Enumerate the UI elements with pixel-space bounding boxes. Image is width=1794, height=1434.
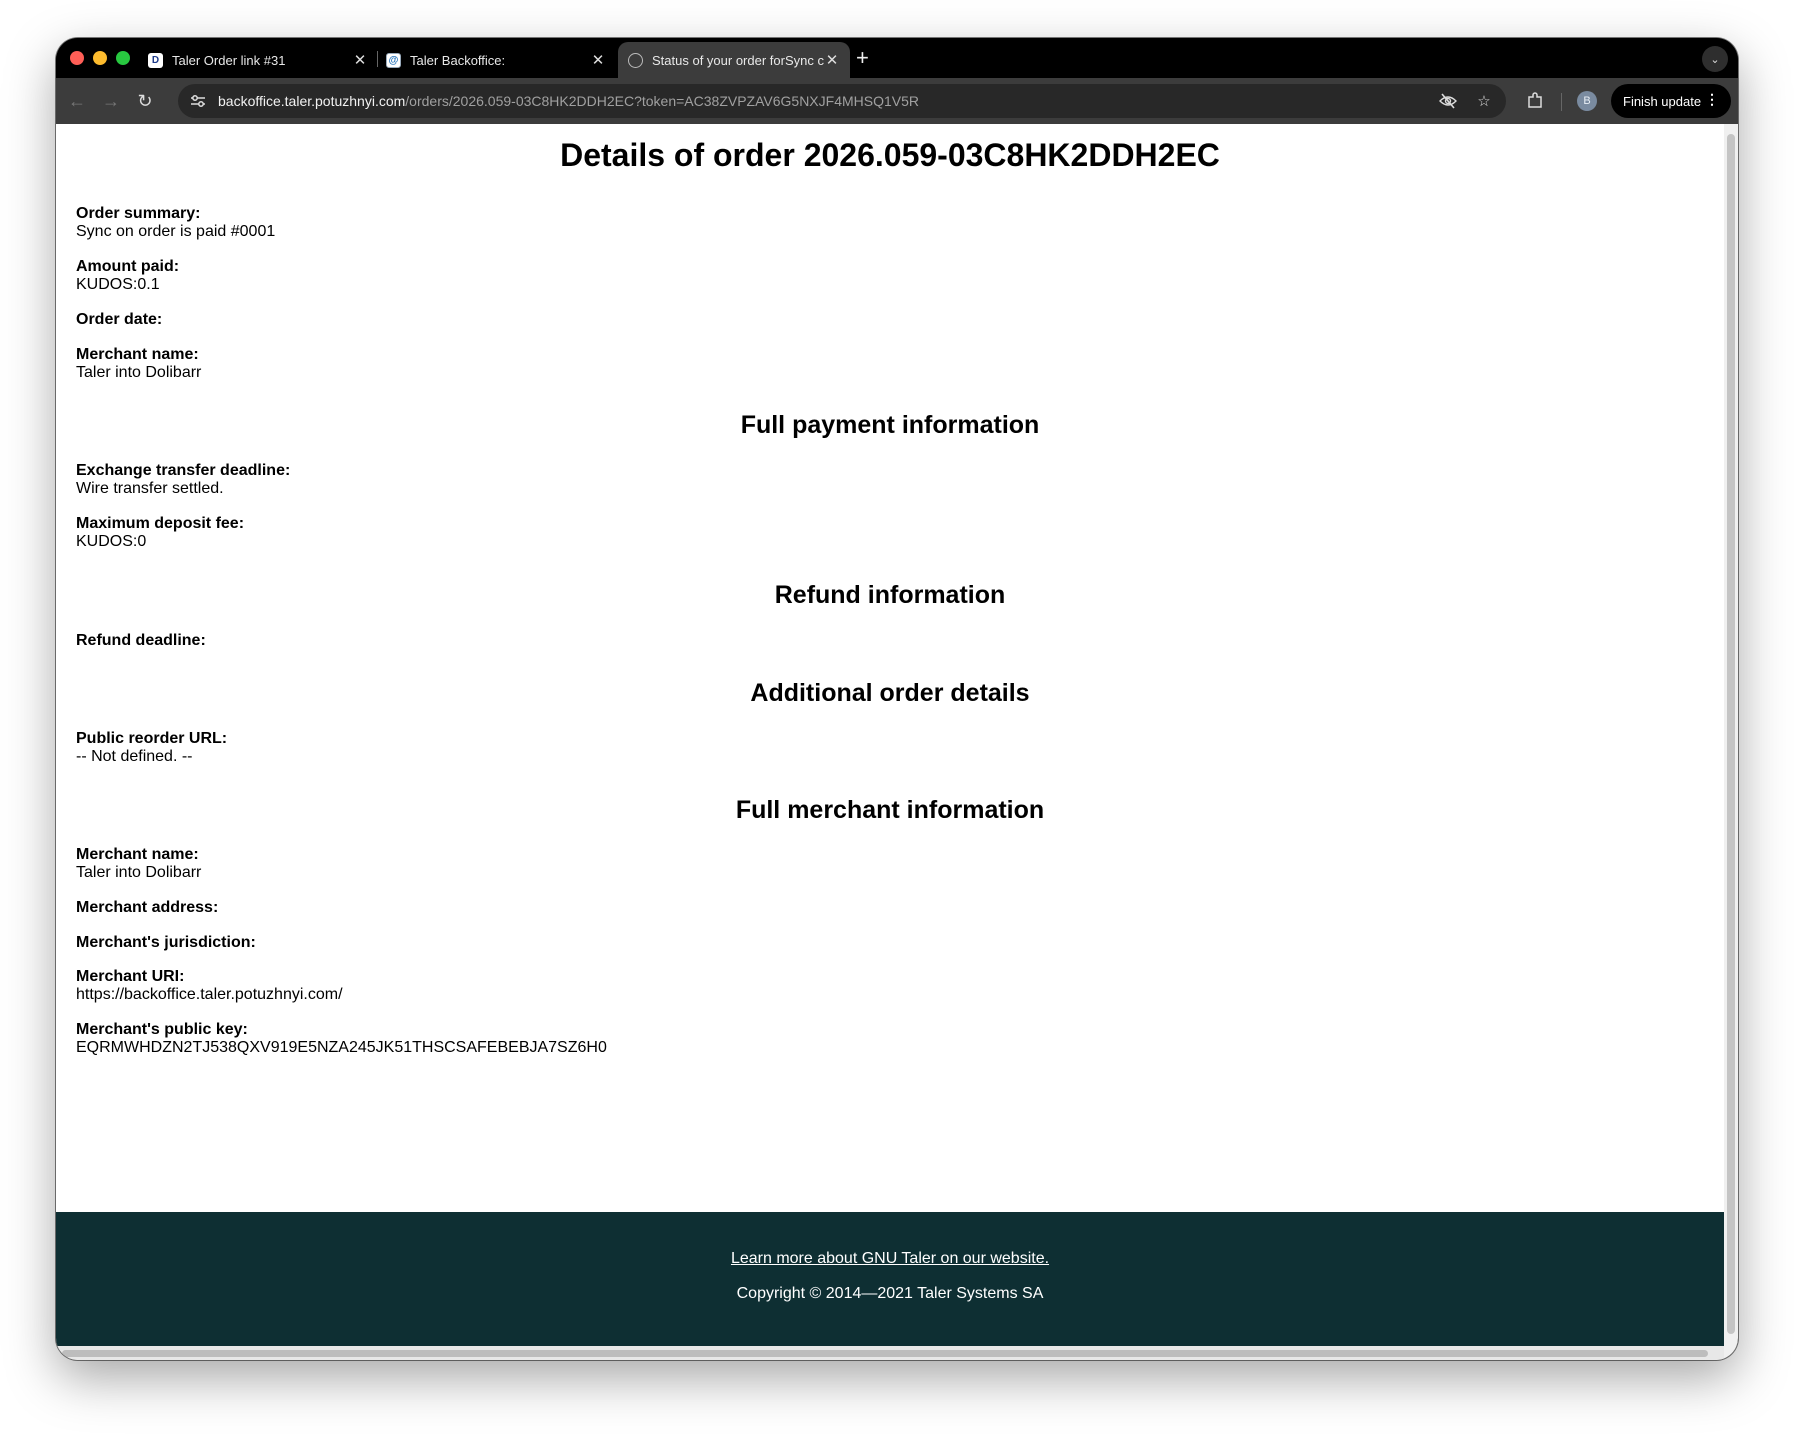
merchant-name-field	[76, 346, 201, 382]
m-name-label: Merchant name:	[76, 846, 199, 863]
minimize-window-button[interactable]	[93, 51, 107, 65]
horizontal-scroll-thumb[interactable]	[62, 1350, 1708, 1357]
amount-paid-value: KUDOS:0.1	[76, 276, 160, 293]
merchant-name-value: Taler into Dolibarr	[76, 364, 202, 381]
page-title: Details of order 2026.059-03C8HK2DDH2EC	[560, 137, 1220, 173]
m-name-field	[76, 846, 201, 882]
m-pubkey-value: EQRMWHDZN2TJ538QXV919E5NZA245JK51THSCSAFEBEBJA7SZ6H0	[76, 1039, 607, 1056]
max-deposit-fee-value: KUDOS:0	[76, 533, 147, 550]
exchange-deadline-field	[76, 462, 290, 498]
eye-off-icon[interactable]	[1438, 91, 1458, 111]
taler-favicon-icon: @	[386, 53, 401, 68]
tab-taler-backoffice[interactable]	[376, 42, 616, 78]
tab-label: Taler Order link #31	[172, 52, 286, 68]
m-uri-label: Merchant URI:	[76, 968, 185, 985]
page-viewport	[56, 124, 1724, 1360]
order-date-label: Order date:	[76, 311, 163, 328]
amount-paid-field	[76, 258, 179, 294]
gnu-taler-website-link[interactable]: Learn more about GNU Taler on our website.	[730, 1250, 1050, 1267]
max-deposit-fee-label: Maximum deposit fee:	[76, 515, 245, 532]
order-summary-label: Order summary:	[76, 205, 201, 222]
tab-taler-order-link[interactable]	[138, 42, 378, 78]
reorder-url-value: -- Not defined. --	[76, 748, 193, 765]
m-uri-value: https://backoffice.taler.potuzhnyi.com/	[76, 986, 343, 1003]
browser-window	[56, 38, 1738, 1360]
url-text	[218, 93, 919, 109]
m-uri-field	[76, 968, 343, 1004]
extensions-puzzle-icon[interactable]	[1524, 90, 1546, 112]
amount-paid-label: Amount paid:	[76, 258, 180, 275]
page-footer	[56, 1212, 1724, 1346]
refund-deadline-field	[76, 632, 206, 650]
m-jurisdiction-field	[76, 934, 256, 952]
back-arrow-icon[interactable]: ←	[68, 90, 86, 111]
m-pubkey-label: Merchant's public key:	[76, 1021, 248, 1038]
tab-search-icon[interactable]: ⌄	[1702, 46, 1728, 72]
vertical-scroll-thumb[interactable]	[1727, 134, 1735, 1334]
copyright-text: Copyright © 2014—2021 Taler Systems SA	[736, 1285, 1044, 1302]
more-vert-icon[interactable]: ⋮	[1705, 91, 1719, 107]
address-bar[interactable]	[178, 84, 1506, 118]
site-settings-icon[interactable]	[188, 91, 208, 111]
payment-heading: Full payment information	[740, 411, 1040, 439]
url-path: /orders/2026.059-03C8HK2DDH2EC?token=AC38ZVPZAV6G5NXJF4MHSQ1V5R	[405, 93, 919, 109]
additional-heading: Additional order details	[750, 679, 1030, 707]
tab-label: Taler Backoffice:	[410, 52, 506, 68]
m-address-field	[76, 899, 218, 917]
merchant-heading: Full merchant information	[735, 796, 1045, 824]
dolibarr-favicon-icon: D	[148, 53, 163, 68]
vertical-scrollbar[interactable]	[1724, 124, 1738, 1360]
tab-close-icon[interactable]: ✕	[353, 52, 367, 69]
horizontal-scrollbar[interactable]	[56, 1346, 1724, 1360]
tab-order-status[interactable]	[618, 42, 850, 78]
reorder-url-label: Public reorder URL:	[76, 730, 228, 747]
tab-label: Status of your order forSync c	[652, 52, 824, 68]
merchant-name-label: Merchant name:	[76, 346, 199, 363]
m-jurisdiction-label: Merchant's jurisdiction:	[76, 934, 256, 951]
profile-avatar[interactable]: B	[1577, 91, 1597, 111]
finish-update-button[interactable]	[1611, 84, 1731, 118]
maximize-window-button[interactable]	[116, 51, 130, 65]
order-summary-field	[76, 205, 275, 241]
m-name-value: Taler into Dolibarr	[76, 864, 202, 881]
new-tab-icon[interactable]: +	[856, 45, 869, 70]
refund-heading: Refund information	[774, 581, 1006, 609]
order-summary-value: Sync on order is paid #0001	[76, 223, 276, 240]
m-pubkey-field	[76, 1021, 607, 1057]
reorder-url-field	[76, 730, 227, 766]
browser-toolbar	[56, 78, 1738, 124]
reload-icon[interactable]: ↻	[137, 90, 153, 111]
url-host: backoffice.taler.potuzhnyi.com	[218, 93, 406, 109]
globe-icon	[628, 53, 643, 68]
tab-strip	[56, 38, 1738, 78]
tab-close-icon[interactable]: ✕	[825, 52, 839, 69]
order-date-field	[76, 311, 162, 329]
exchange-deadline-label: Exchange transfer deadline:	[76, 462, 291, 479]
finish-update-label: Finish update	[1623, 93, 1702, 109]
close-window-button[interactable]	[70, 51, 84, 65]
exchange-deadline-value: Wire transfer settled.	[76, 480, 224, 497]
tab-close-icon[interactable]: ✕	[591, 52, 605, 69]
toolbar-separator	[1561, 93, 1562, 111]
max-deposit-fee-field	[76, 515, 244, 551]
forward-arrow-icon[interactable]: →	[102, 90, 120, 111]
m-address-label: Merchant address:	[76, 899, 219, 916]
bookmark-star-icon[interactable]: ☆	[1477, 93, 1491, 110]
refund-deadline-label: Refund deadline:	[76, 632, 206, 649]
